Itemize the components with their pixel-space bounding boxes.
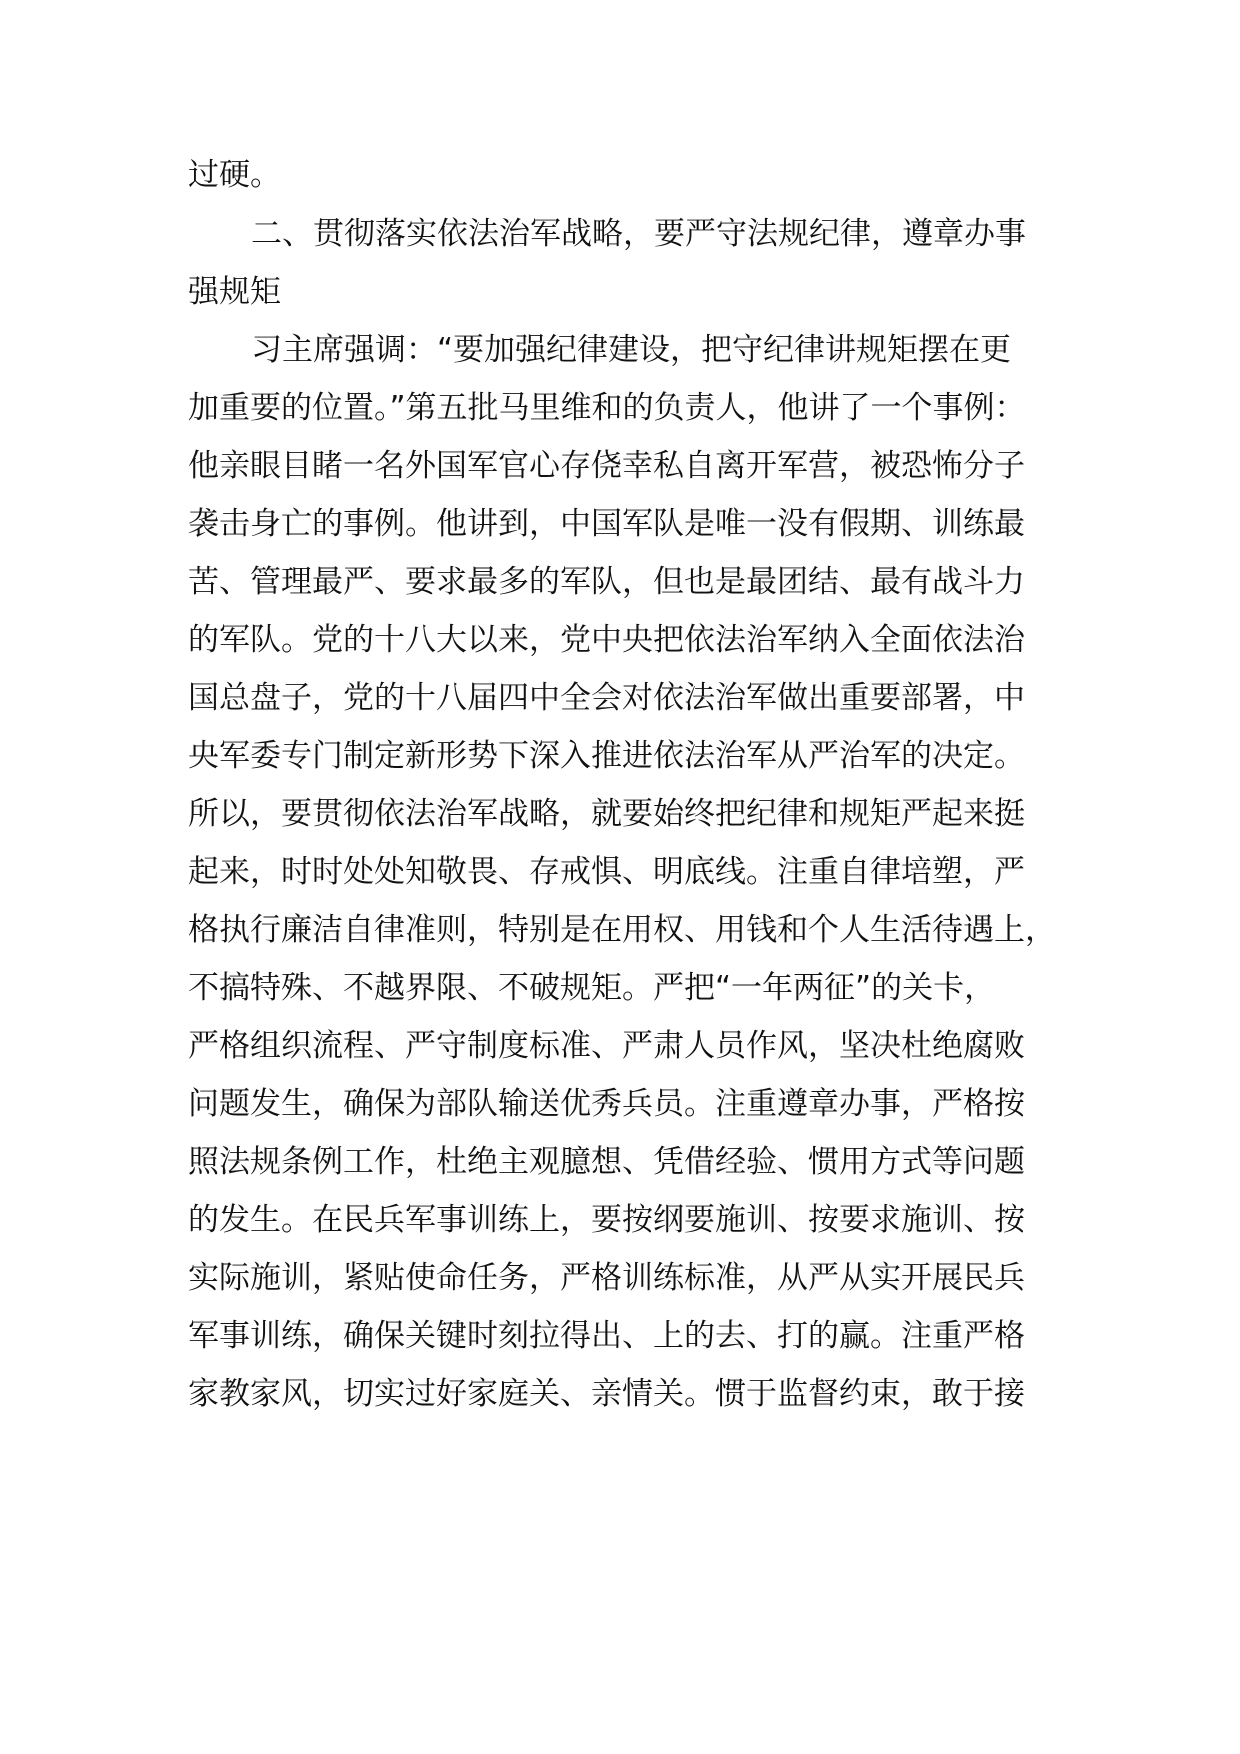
text-line: 格执行廉洁自律准则，特别是在用权、用钱和个人生活待遇上， [188,912,1056,948]
text-line: 国总盘子，党的十八届四中全会对依法治军做出重要部署，中 [188,680,1025,716]
text-line: 苦、管理最严、要求最多的军队，但也是最团结、最有战斗力 [188,564,1025,600]
text-line: 加重要的位置。”第五批马里维和的负责人，他讲了一个事例： [188,390,1026,426]
text-line: 的军队。党的十八大以来，党中央把依法治军纳入全面依法治 [188,622,1025,658]
text-line: 起来，时时处处知敬畏、存戒惧、明底线。注重自律培塑，严 [188,854,1025,890]
text-line: 严格组织流程、严守制度标准、严肃人员作风，坚决杜绝腐败 [188,1028,1025,1064]
text-line: 央军委专门制定新形势下深入推进依法治军从严治军的决定。 [188,738,1025,774]
text-line: 不搞特殊、不越界限、不破规矩。严把“一年两征”的关卡， [188,970,996,1006]
section-heading: 二、贯彻落实依法治军战略，要严守法规纪律，遵章办事 [251,216,1026,252]
text-line: 习主席强调：“要加强纪律建设，把守纪律讲规矩摆在更 [251,332,1012,368]
text-line: 过硬。 [188,157,281,193]
text-line: 家教家风，切实过好家庭关、亲情关。惯于监督约束，敢于接 [188,1376,1025,1412]
section-heading-continued: 强规矩 [188,274,281,310]
text-line: 所以，要贯彻依法治军战略，就要始终把纪律和规矩严起来挺 [188,796,1025,832]
text-line: 实际施训，紧贴使命任务，严格训练标准，从严从实开展民兵 [188,1260,1025,1296]
text-line: 的发生。在民兵军事训练上，要按纲要施训、按要求施训、按 [188,1202,1025,1238]
text-line: 军事训练，确保关键时刻拉得出、上的去、打的赢。注重严格 [188,1318,1025,1354]
text-line: 他亲眼目睹一名外国军官心存侥幸私自离开军营，被恐怖分子 [188,448,1025,484]
text-line: 袭击身亡的事例。他讲到，中国军队是唯一没有假期、训练最 [188,506,1025,542]
text-line: 问题发生，确保为部队输送优秀兵员。注重遵章办事，严格按 [188,1086,1025,1122]
text-line: 照法规条例工作，杜绝主观臆想、凭借经验、惯用方式等问题 [188,1144,1025,1180]
